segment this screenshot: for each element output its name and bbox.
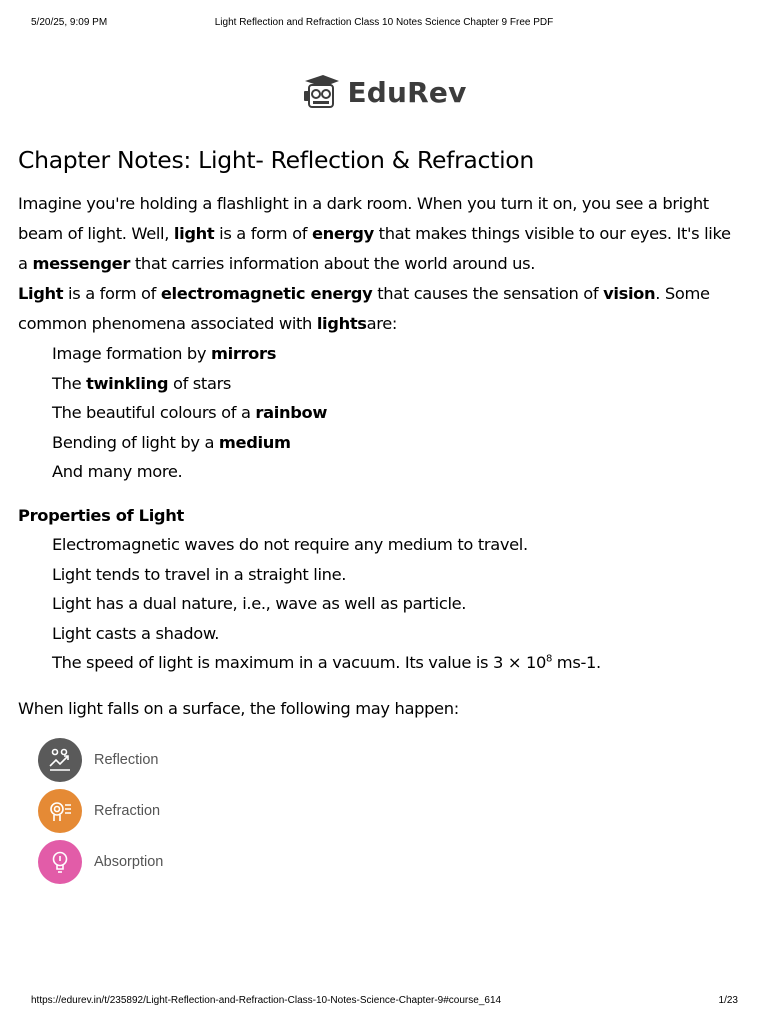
edurev-mascot-icon [301,73,341,111]
list-item: And many more. [52,462,183,482]
print-date: 5/20/25, 9:09 PM [31,17,108,28]
effect-refraction [38,789,744,833]
edurev-logo[interactable] [0,72,768,112]
page-title: Chapter Notes: Light- Reflection & Refraction [18,146,534,174]
reflection-icon [38,738,82,782]
list-item: The beautiful colours of a rainbow [52,403,328,423]
effect-reflection [38,738,744,782]
list-item: Image formation by mirrors [52,344,277,363]
list-item: Light casts a shadow. [52,623,220,643]
page-url[interactable]: https://edurev.in/t/235892/Light-Reflection-and-Refraction-Class-10-Notes-Science-Chapter-9#course_614 [31,995,502,1006]
print-footer [0,995,768,1009]
refraction-icon [38,789,82,833]
effect-absorption [38,840,744,884]
notes-content [18,144,744,891]
list-item: Electromagnetic waves do not require any medium to travel. [52,534,528,554]
light-effects [38,738,744,884]
logo-text: EduRev [347,75,467,109]
print-title: Light Reflection and Refraction Class 10 Notes Science Chapter 9 Free PDF [214,17,554,28]
list-item: The speed of light is maximum in a vacuum. Its value is $3 \times 10^8$ ms-1. [52,653,601,673]
list-item: Light tends to travel in a straight line. [52,564,347,584]
effect-label: Refraction [94,802,161,819]
effect-label: Absorption [94,853,164,870]
print-header [0,17,768,31]
properties-list [18,530,744,678]
list-item: Bending of light by a medium [52,432,291,452]
properties-heading: Properties of Light [18,505,184,525]
page-number: 1/23 [718,995,738,1006]
effect-label: Reflection [94,751,159,768]
surface-intro: When light falls on a surface, the following may happen: [18,698,459,718]
phenomena-list [18,339,744,487]
intro-paragraph: Imagine you're holding a flashlight in a dark room. When you turn it on, you see a bright beam of light. Well, light is a form of energy that makes things visible to our eyes. It's like a messenger that carries information about the world around us. [18,194,731,273]
list-item: Light has a dual nature, i.e., wave as well as particle. [52,594,467,614]
absorption-icon [38,840,82,884]
list-item: The twinkling of stars [52,373,232,393]
definition-paragraph: Light is a form of electromagnetic energy that causes the sensation of vision. Some common phenomena associated with lightsare: [18,284,710,333]
